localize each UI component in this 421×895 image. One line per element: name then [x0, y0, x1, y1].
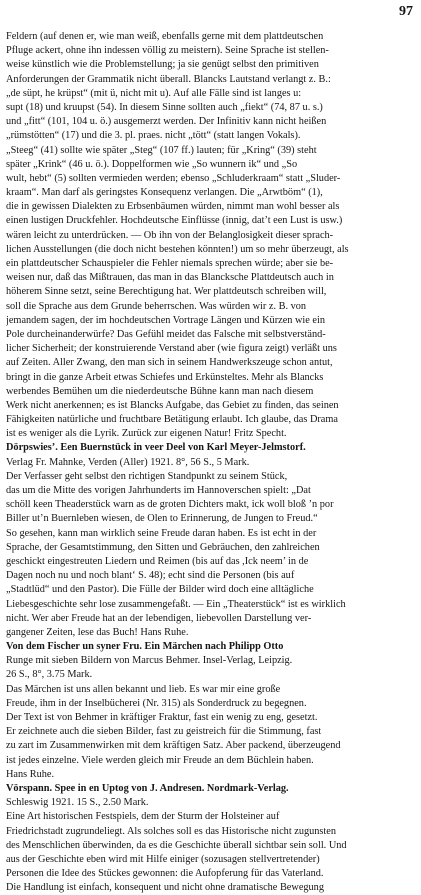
text-line: „de süpt, he krüpst“ (mit ü, nicht mit u). Auf alle Fälle sind ist langes u: — [6, 87, 302, 99]
text-line: Personen die Idee des Stückes gewonnen: die Aufopferung für das Vaterland. — [6, 868, 324, 880]
text-line: das um die Mitte des vorigen Jahrhunderts im Hannoverschen spielt: „Dat — [6, 485, 311, 496]
text-line: Freude, ihm in der Inselbücherei (Nr. 315) als Sonderdruck zu begegnen. — [6, 697, 307, 709]
text-line: Er zeichnete auch die sieben Bilder, fast zu geistreich für die Stimmung, fast — [6, 726, 322, 738]
text-line: Dagen noch nu und noch blant‘ S. 48); echt sind die Personen (bis auf — [6, 570, 295, 582]
text-line: supt (18) und kruupst (54). In diesem Sinne sollten auch „fiekt“ (74, 87 u. s.) — [6, 101, 323, 113]
text-line: Feldern (auf denen er, wie man weiß, ebenfalls gerne mit dem plattdeutschen — [6, 31, 324, 42]
text-line: Hans Ruhe. — [6, 768, 55, 780]
text-line: kraam“. Man darf als geringstes Konsequenz verlangen. Die „Arwtböm“ (1), — [6, 187, 323, 199]
text-line: weisen nur, daß das Mißtrauen, das man in das Blancksche Plattdeutsch auch in — [6, 272, 334, 284]
text-line: geschickt eingestreuten Liedern und Reimen (bis auf das ,Ick neem’ in de — [6, 555, 309, 567]
text-line: wären leicht zu unterdrücken. — Ob ihn von der Belanglosigkeit dieser sprach- — [6, 229, 334, 241]
text-line: zu zart im Zusammenwirken mit dem kräftigen Satz. Aber packend, überzeugend — [6, 740, 341, 752]
text-line: Der Verfasser geht selbst den richtigen Standpunkt zu seinem Stück, — [6, 470, 288, 482]
review-heading-line: Dörpswies’. Een Buernstück in veer Deel von Karl Meyer-Jelmstorf. — [6, 442, 306, 454]
text-line: wult, hebt“ (5) sollten vermieden werden; ebenso „Schluderkraam“ statt „Sluder- — [6, 172, 341, 184]
text-line: soll die Sprache aus dem Grunde beherrschen. Was würden wir z. B. von — [6, 300, 307, 312]
text-line: des Menschlichen überwinden, da es die Geschichte überall sichtbar sein soll. Und — [6, 839, 347, 851]
review-text — [6, 30, 415, 895]
text-line: weise künstlich wie die Problemstellung; ja sie genügt selbst den primitiven — [6, 59, 319, 71]
text-line: werbendes Bemühen um die niederdeutsche Bühne kann man nach diesem — [6, 385, 314, 397]
text-line: Die Handlung ist einfach, konsequent und nicht ohne dramatische Bewegung — [6, 882, 324, 894]
text-line: Anforderungen der Grammatik nicht überall. Blancks Lautstand verlangt z. B.: — [6, 73, 331, 85]
text-line: Der Text ist von Behmer in kräftiger Fraktur, fast ein wenig zu eng, gesetzt. — [6, 712, 318, 723]
text-line: die in gewissen Dialekten zu Erbsenbäumen würden, nimmt man wohl besser als — [6, 201, 340, 213]
text-line: Eine Art historischen Festspiels, dem der Sturm der Holsteiner auf — [6, 811, 280, 823]
text-line: „Stadtlüd“ und den Pastor). Die Fülle der Bilder wird doch eine alltägliche — [6, 584, 314, 596]
text-line: ein plattdeutscher Schauspieler die Fehler niemals sprechen würde; aber sie be- — [6, 258, 334, 269]
text-line: ist es weniger als die Lyrik. Zurück zur eigenen Natur! Fritz Specht. — [6, 428, 287, 440]
text-line: licher Sicherheit; der konstruierende Verstand aber (wie figura zeigt) verläßt uns — [6, 343, 337, 355]
text-line: Das Märchen ist uns allen bekannt und lieb. Es war mir eine große — [6, 683, 281, 695]
text-line: Pfluge ackert, ohne ihn indessen völlig zu meistern). Seine Sprache ist stellen- — [6, 45, 329, 57]
text-line: Pole durcheinanderwürfe? Das Gefühl meidet das Falsche mit selbstverständ- — [6, 328, 326, 340]
text-line: Runge mit sieben Bildern von Marcus Behmer. Insel-Verlag, Leipzig. — [6, 655, 293, 667]
text-line: höherem Sinne setzt, seine Berechtigung hat. Wer plattdeutsch schreiben will, — [6, 286, 327, 298]
text-line: später „Krink“ (46 u. ö.). Doppelformen wie „So wunnern ik“ und „So — [6, 158, 298, 170]
text-line: und „fitt“ (101, 104 u. ö.) ausgemerzt werden. Der Infinitiv kann nicht heißen — [6, 116, 327, 128]
text-line: Werk nicht anerkennen; es ist Blancks Aufgabe, das Gebiet zu finden, das seinen — [6, 399, 339, 411]
text-line: „Steeg“ (41) sollte wie später „Steg“ (107 ff.) lauten; für „Kring“ (39) steht — [6, 144, 317, 156]
review-heading-line: Von dem Fischer un syner Fru. Ein Märchen nach Philipp Otto — [6, 641, 284, 653]
text-line: gangener Zeiten, lese das Buch! Hans Ruhe. — [6, 626, 189, 638]
text-line: lichen Ausstellungen (die doch nicht bestehen könnten!) um so mehr überzeugt, als — [6, 243, 349, 255]
text-line: jemandem sagen, der im hochdeutschen Vortrage Längen und Kürzen wie ein — [6, 314, 326, 326]
page-number: 97 — [399, 4, 413, 19]
text-line: Fähigkeiten natürliche und fruchtbare Betätigung erlaubt. Ich glaube, das Drama — [6, 414, 338, 426]
text-line: „rümstötten“ (17) und die 3. pl. praes. nicht „tött“ (statt langen Vokals). — [6, 130, 301, 142]
text-line: Biller ut’n Buernleben wiesen, de Olen to Erinnerung, de Jungen to Freud.“ — [6, 513, 318, 525]
text-line: Sprache, der Gesamtstimmung, den Sitten und Gebräuchen, den zahlreichen — [6, 541, 320, 553]
text-line: bringt in die ganze Arbeit etwas Schiefes und Erkünsteltes. Mehr als Blancks — [6, 371, 324, 383]
text-line: aus der Geschichte eben wird mit Hilfe einiger (sozusagen stellvertretender) — [6, 853, 320, 865]
text-line: schöll keen Theaderstück warn as de groten Dichters makt, ick woll bloß ’n por — [6, 499, 334, 511]
text-line: Friedrichstadt zugrundeliegt. Als solches soll es das Historische nicht zugunsten — [6, 825, 337, 837]
review-heading-line: Vörspann. Spee in en Uptog von J. Andresen. Nordmark-Verlag. — [6, 782, 289, 794]
text-line: einen lustigen Druckfehler. Hochdeutsche Einflüsse (innig, dat’t een Lust is usw.) — [6, 215, 343, 227]
text-line: So gesehen, kann man wirklich seine Freude daran haben. Es ist echt in der — [6, 527, 317, 539]
text-line: Schleswig 1921. 15 S., 2.50 Mark. — [6, 797, 149, 809]
text-line: auf Zeiten. Aller Zwang, den man sich in seinem Handwerkszeuge schon antut, — [6, 357, 333, 369]
text-line: ist jedes einzelne. Viele werden gleich mir Freude an dem Büchlein haben. — [6, 754, 314, 766]
text-line: nicht. Wer aber Freude hat an der lebendigen, liebevollen Darstellung ver- — [6, 612, 312, 624]
text-line: Verlag Fr. Mahnke, Verden (Aller) 1921. 8°, 56 S., 5 Mark. — [6, 456, 250, 468]
text-line: 26 S., 8°, 3.75 Mark. — [6, 669, 93, 681]
text-line: Liebesgeschichte sehr lose zusammengefaßt. — Ein „Theaterstück“ ist es wirklich — [6, 598, 346, 610]
